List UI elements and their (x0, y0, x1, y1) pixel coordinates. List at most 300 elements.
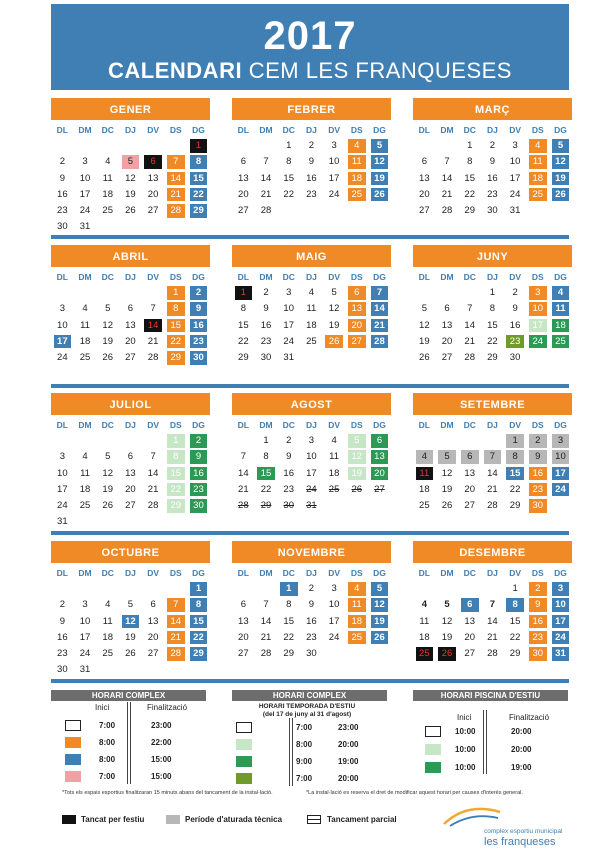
day-cell: 14 (464, 319, 475, 331)
day-cell: 26 (102, 352, 113, 364)
day-cell: 11 (348, 598, 366, 612)
schedule-end-time: 20:00 (511, 727, 532, 736)
day-cell: 22 (283, 631, 294, 643)
day-cell: 5 (371, 139, 389, 153)
day-cell: 20 (125, 483, 136, 495)
schedule-swatch (425, 726, 441, 737)
day-cell: 11 (529, 155, 547, 169)
day-cell: 8 (506, 450, 524, 464)
logo (442, 804, 572, 852)
day-cell: 27 (464, 500, 475, 512)
day-cell: 5 (552, 139, 570, 153)
day-cell: 2 (263, 287, 269, 299)
day-cell: 22 (167, 335, 185, 349)
weekday-label: DG (373, 272, 386, 282)
day-cell: 22 (238, 335, 249, 347)
weekday-header (51, 122, 210, 138)
day-cell: 3 (529, 286, 547, 300)
day-cell: 1 (512, 583, 518, 595)
day-cell: 29 (190, 204, 208, 218)
day-cell: 15 (487, 319, 498, 331)
weekday-label: DM (259, 272, 273, 282)
weekday-label: DL (56, 125, 69, 135)
empty-cell (303, 204, 321, 218)
day-cell: 4 (105, 156, 111, 168)
weekday-label: DG (192, 420, 205, 430)
weekday-label: DC (463, 568, 476, 578)
day-cell: 5 (331, 287, 337, 299)
day-cell: 20 (125, 335, 136, 347)
day-cell: 27 (147, 648, 159, 660)
day-cell: 13 (464, 467, 475, 479)
day-cell: 14 (487, 467, 498, 479)
day-cell: 4 (331, 435, 337, 447)
empty-cell (54, 582, 72, 596)
empty-cell (99, 515, 117, 529)
empty-cell (280, 204, 298, 218)
day-cell: 9 (529, 598, 547, 612)
day-cell: 8 (467, 156, 473, 168)
day-cell: 6 (461, 598, 479, 612)
day-cell: 28 (464, 352, 475, 364)
day-cell: 19 (102, 335, 113, 347)
weekday-label: DJ (124, 125, 136, 135)
day-cell: 18 (306, 319, 317, 331)
weekday-label: DV (509, 420, 521, 430)
day-cell: 14 (167, 172, 185, 186)
day-cell: 4 (421, 599, 427, 611)
weekday-label: DG (554, 272, 567, 282)
empty-cell (99, 220, 117, 234)
day-cell: 30 (57, 221, 68, 233)
month-juny (413, 245, 572, 366)
day-cell: 25 (79, 352, 91, 364)
day-cell: 25 (348, 188, 366, 202)
day-cell: 31 (79, 221, 91, 233)
schedule-swatch (425, 762, 441, 773)
weekday-label: DL (418, 420, 431, 430)
schedule-swatch (236, 756, 252, 767)
day-cell: 22 (487, 335, 498, 347)
weekday-label: DG (554, 125, 567, 135)
day-cell: 23 (529, 631, 547, 645)
day-cell: 8 (286, 599, 292, 611)
schedule-swatch (236, 773, 252, 784)
month-name: JULIOL (51, 393, 210, 415)
day-cell: 11 (102, 615, 113, 627)
weekday-label: DG (192, 568, 205, 578)
day-cell: 17 (529, 319, 547, 333)
schedule-swatch (425, 744, 441, 755)
schedule-end-time: 23:00 (338, 723, 359, 732)
month-abril (51, 245, 210, 366)
day-cell: 23 (57, 205, 68, 217)
weekday-label: DL (56, 568, 69, 578)
day-cell: 9 (263, 303, 269, 315)
day-cell: 12 (102, 467, 113, 479)
month-juliol (51, 393, 210, 530)
day-cell: 3 (308, 435, 315, 447)
day-cell: 10 (509, 156, 521, 168)
weekday-header (51, 565, 210, 581)
day-cell: 11 (306, 303, 317, 315)
day-cell: 8 (506, 598, 524, 612)
day-cell: 15 (190, 615, 208, 629)
legend-partial-strike (308, 819, 320, 820)
weekday-label: DV (509, 125, 521, 135)
day-cell: 18 (348, 172, 366, 186)
month-name: ABRIL (51, 245, 210, 267)
day-cell: 27 (238, 648, 249, 660)
day-cell: 13 (371, 450, 389, 464)
day-grid (51, 581, 210, 678)
day-cell: 3 (286, 287, 292, 299)
day-cell: 26 (325, 335, 343, 349)
day-cell: 28 (167, 647, 185, 661)
day-cell: 16 (57, 631, 68, 643)
weekday-label: DS (350, 272, 363, 282)
day-cell: 18 (102, 188, 113, 200)
day-cell: 3 (552, 582, 570, 596)
day-cell: 19 (125, 188, 136, 200)
day-cell: 26 (102, 500, 113, 512)
empty-cell (257, 139, 275, 153)
schedule-summer-title: HORARI COMPLEX (232, 690, 387, 701)
weekday-label: DL (418, 272, 431, 282)
day-cell: 10 (57, 319, 68, 331)
day-cell: 31 (57, 516, 68, 528)
day-cell: 22 (283, 188, 294, 200)
day-cell: 2 (59, 599, 65, 611)
day-cell: 14 (167, 615, 185, 629)
month-name: SETEMBRE (413, 393, 572, 415)
day-cell: 19 (441, 631, 453, 643)
day-cell: 9 (308, 156, 315, 168)
day-cell: 10 (552, 598, 570, 612)
day-cell: 1 (190, 139, 208, 153)
empty-cell (76, 582, 94, 596)
day-cell: 29 (487, 352, 498, 364)
day-cell: 15 (506, 467, 524, 481)
empty-cell (371, 351, 389, 365)
schedule-divider (486, 710, 487, 774)
weekday-label: DC (282, 272, 295, 282)
empty-cell (144, 515, 162, 529)
day-cell: 18 (348, 615, 366, 629)
day-cell: 27 (125, 500, 136, 512)
day-cell: 1 (167, 286, 185, 300)
day-cell: 31 (306, 500, 317, 512)
day-cell: 11 (416, 467, 434, 481)
month-name: FEBRER (232, 98, 391, 120)
day-cell: 17 (552, 615, 570, 629)
legend-maintenance-swatch (166, 815, 180, 824)
day-cell: 27 (125, 352, 136, 364)
day-cell: 27 (348, 335, 366, 349)
schedule-start-time: 8:00 (99, 755, 116, 764)
day-cell: 30 (529, 499, 547, 513)
col-start-label: Inici (457, 713, 472, 722)
day-cell: 16 (529, 467, 547, 481)
weekday-label: DS (169, 568, 182, 578)
day-cell: 27 (147, 205, 159, 217)
day-cell: 12 (122, 615, 140, 629)
empty-cell (348, 647, 366, 661)
day-cell: 19 (102, 483, 113, 495)
empty-cell (54, 434, 72, 448)
day-cell: 30 (487, 205, 498, 217)
day-cell: 13 (147, 615, 159, 627)
day-cell: 12 (348, 450, 366, 464)
empty-cell (235, 139, 253, 153)
day-cell: 7 (150, 303, 156, 315)
day-cell: 7 (263, 599, 269, 611)
empty-cell (99, 663, 117, 677)
month-novembre (232, 541, 391, 662)
weekday-header (232, 565, 391, 581)
day-cell: 14 (487, 615, 498, 627)
day-cell: 3 (552, 434, 570, 448)
weekday-label: DM (440, 125, 454, 135)
empty-cell (76, 515, 94, 529)
day-cell: 30 (57, 664, 68, 676)
empty-cell (122, 663, 140, 677)
day-grid (413, 433, 572, 514)
footnote-left: *Tots els espais esportius finalitzaran 15 minuts abans del tancament de la instal·lació. (62, 790, 273, 796)
day-cell: 23 (57, 648, 68, 660)
day-cell: 7 (371, 286, 389, 300)
day-cell: 7 (167, 155, 185, 169)
day-cell: 20 (464, 483, 475, 495)
weekday-label: DL (418, 568, 431, 578)
month-marc (413, 98, 572, 219)
empty-cell (484, 582, 502, 596)
day-cell: 24 (57, 500, 68, 512)
day-grid (51, 433, 210, 530)
day-cell: 22 (464, 188, 475, 200)
weekday-label: DS (350, 420, 363, 430)
day-cell: 1 (190, 582, 208, 596)
weekday-label: DJ (486, 272, 498, 282)
legend-closed-swatch (62, 815, 76, 824)
day-cell: 17 (552, 467, 570, 481)
day-cell: 19 (328, 319, 340, 331)
empty-cell (235, 434, 253, 448)
day-cell: 8 (167, 302, 185, 316)
day-cell: 11 (80, 319, 90, 331)
day-cell: 30 (190, 351, 208, 365)
day-cell: 4 (552, 286, 570, 300)
weekday-label: DS (169, 125, 182, 135)
day-cell: 25 (328, 483, 340, 495)
day-cell: 21 (371, 319, 389, 333)
empty-cell (167, 582, 185, 596)
day-cell: 4 (529, 139, 547, 153)
weekday-label: DL (237, 125, 250, 135)
schedule-complex (51, 690, 206, 782)
weekday-label: DL (56, 420, 69, 430)
day-cell: 23 (260, 335, 272, 347)
empty-cell (371, 499, 389, 513)
day-cell: 26 (371, 188, 389, 202)
day-cell: 21 (238, 483, 249, 495)
day-cell: 16 (509, 319, 521, 331)
day-cell: 28 (260, 648, 272, 660)
day-cell: 21 (167, 188, 185, 202)
day-cell: 20 (238, 188, 249, 200)
empty-cell (167, 220, 185, 234)
weekday-label: DV (328, 568, 340, 578)
empty-cell (461, 582, 479, 596)
day-cell: 8 (190, 155, 208, 169)
day-cell: 28 (167, 204, 185, 218)
day-cell: 21 (147, 483, 159, 495)
day-cell: 26 (125, 648, 136, 660)
day-cell: 10 (552, 450, 570, 464)
weekday-label: DJ (305, 568, 317, 578)
day-cell: 10 (79, 172, 91, 184)
schedule-start-time: 8:00 (99, 738, 116, 747)
day-cell: 9 (286, 451, 292, 463)
day-cell: 1 (506, 434, 524, 448)
day-cell: 17 (509, 172, 521, 184)
weekday-label: DV (328, 272, 340, 282)
day-cell: 8 (263, 451, 269, 463)
weekday-label: DV (328, 125, 340, 135)
day-cell: 20 (371, 467, 389, 481)
day-cell: 15 (257, 467, 275, 481)
schedule-complex-title: HORARI COMPLEX (51, 690, 206, 701)
day-cell: 22 (509, 631, 521, 643)
day-cell: 28 (147, 352, 159, 364)
day-cell: 27 (238, 205, 249, 217)
weekday-label: DM (78, 272, 92, 282)
day-cell: 28 (371, 335, 389, 349)
day-grid (232, 581, 391, 662)
day-cell: 10 (328, 599, 340, 611)
empty-cell (529, 204, 547, 218)
schedule-start-time: 10:00 (455, 727, 476, 736)
legend-partial-swatch (307, 815, 321, 824)
day-cell: 16 (260, 319, 272, 331)
day-cell: 9 (489, 156, 496, 168)
day-grid (232, 433, 391, 514)
day-cell: 27 (419, 205, 430, 217)
day-cell: 20 (147, 188, 159, 200)
day-cell: 3 (512, 140, 518, 152)
day-cell: 5 (371, 582, 389, 596)
day-cell: 10 (57, 467, 68, 479)
empty-cell (416, 286, 434, 300)
weekday-label: DS (531, 125, 544, 135)
day-cell: 9 (190, 450, 208, 464)
day-cell: 4 (348, 139, 366, 153)
empty-cell (144, 286, 162, 300)
day-cell: 28 (487, 500, 498, 512)
day-cell: 2 (286, 435, 292, 447)
day-cell: 18 (102, 631, 113, 643)
day-cell: 20 (419, 188, 430, 200)
weekday-label: DC (101, 420, 114, 430)
day-cell: 5 (105, 451, 111, 463)
schedule-start-time: 10:00 (455, 745, 476, 754)
empty-cell (99, 582, 117, 596)
day-cell: 6 (144, 155, 162, 169)
empty-cell (190, 220, 208, 234)
weekday-label: DL (418, 125, 431, 135)
day-cell: 5 (127, 599, 134, 611)
weekday-label: DS (531, 568, 544, 578)
schedule-end-time: 15:00 (151, 755, 172, 764)
day-cell: 15 (283, 172, 294, 184)
day-cell: 24 (552, 483, 570, 497)
day-cell: 16 (190, 467, 208, 481)
month-gener (51, 98, 210, 235)
day-cell: 23 (306, 631, 317, 643)
weekday-label: DM (78, 568, 92, 578)
schedule-start-time: 7:00 (99, 772, 116, 781)
day-cell: 19 (419, 335, 430, 347)
weekday-label: DL (237, 420, 250, 430)
weekday-header (51, 417, 210, 433)
empty-cell (552, 499, 570, 513)
month-name: MARÇ (413, 98, 572, 120)
month-setembre (413, 393, 572, 514)
schedule-divider (483, 710, 484, 774)
day-cell: 6 (444, 303, 450, 315)
day-cell: 15 (464, 172, 475, 184)
day-cell: 24 (552, 631, 570, 645)
day-cell: 30 (529, 647, 547, 661)
day-cell: 13 (125, 467, 136, 479)
day-cell: 28 (238, 500, 249, 512)
day-cell: 30 (509, 352, 521, 364)
day-cell: 21 (487, 631, 498, 643)
weekday-label: DG (554, 568, 567, 578)
day-cell: 25 (416, 647, 434, 661)
empty-cell (438, 582, 456, 596)
day-cell: 19 (348, 467, 366, 481)
day-cell: 9 (308, 599, 315, 611)
month-name: AGOST (232, 393, 391, 415)
schedule-summer-subtitle (242, 703, 372, 719)
day-cell: 26 (438, 647, 456, 661)
day-cell: 20 (464, 631, 475, 643)
weekday-label: DM (78, 420, 92, 430)
empty-cell (122, 515, 140, 529)
day-cell: 11 (102, 172, 113, 184)
empty-cell (438, 286, 456, 300)
day-cell: 7 (167, 598, 185, 612)
day-cell: 8 (190, 598, 208, 612)
empty-cell (552, 351, 570, 365)
schedule-divider (289, 718, 290, 786)
day-cell: 21 (260, 631, 272, 643)
day-cell: 4 (105, 599, 111, 611)
schedule-pool (413, 690, 568, 782)
weekday-label: DJ (124, 568, 136, 578)
day-cell: 10 (79, 615, 91, 627)
empty-cell (235, 582, 253, 596)
day-cell: 13 (238, 172, 249, 184)
day-cell: 25 (419, 500, 430, 512)
weekday-label: DS (531, 420, 544, 430)
day-cell: 11 (419, 615, 430, 627)
schedule-swatch (65, 737, 81, 748)
empty-cell (122, 434, 140, 448)
day-cell: 12 (441, 615, 453, 627)
day-cell: 2 (529, 582, 547, 596)
